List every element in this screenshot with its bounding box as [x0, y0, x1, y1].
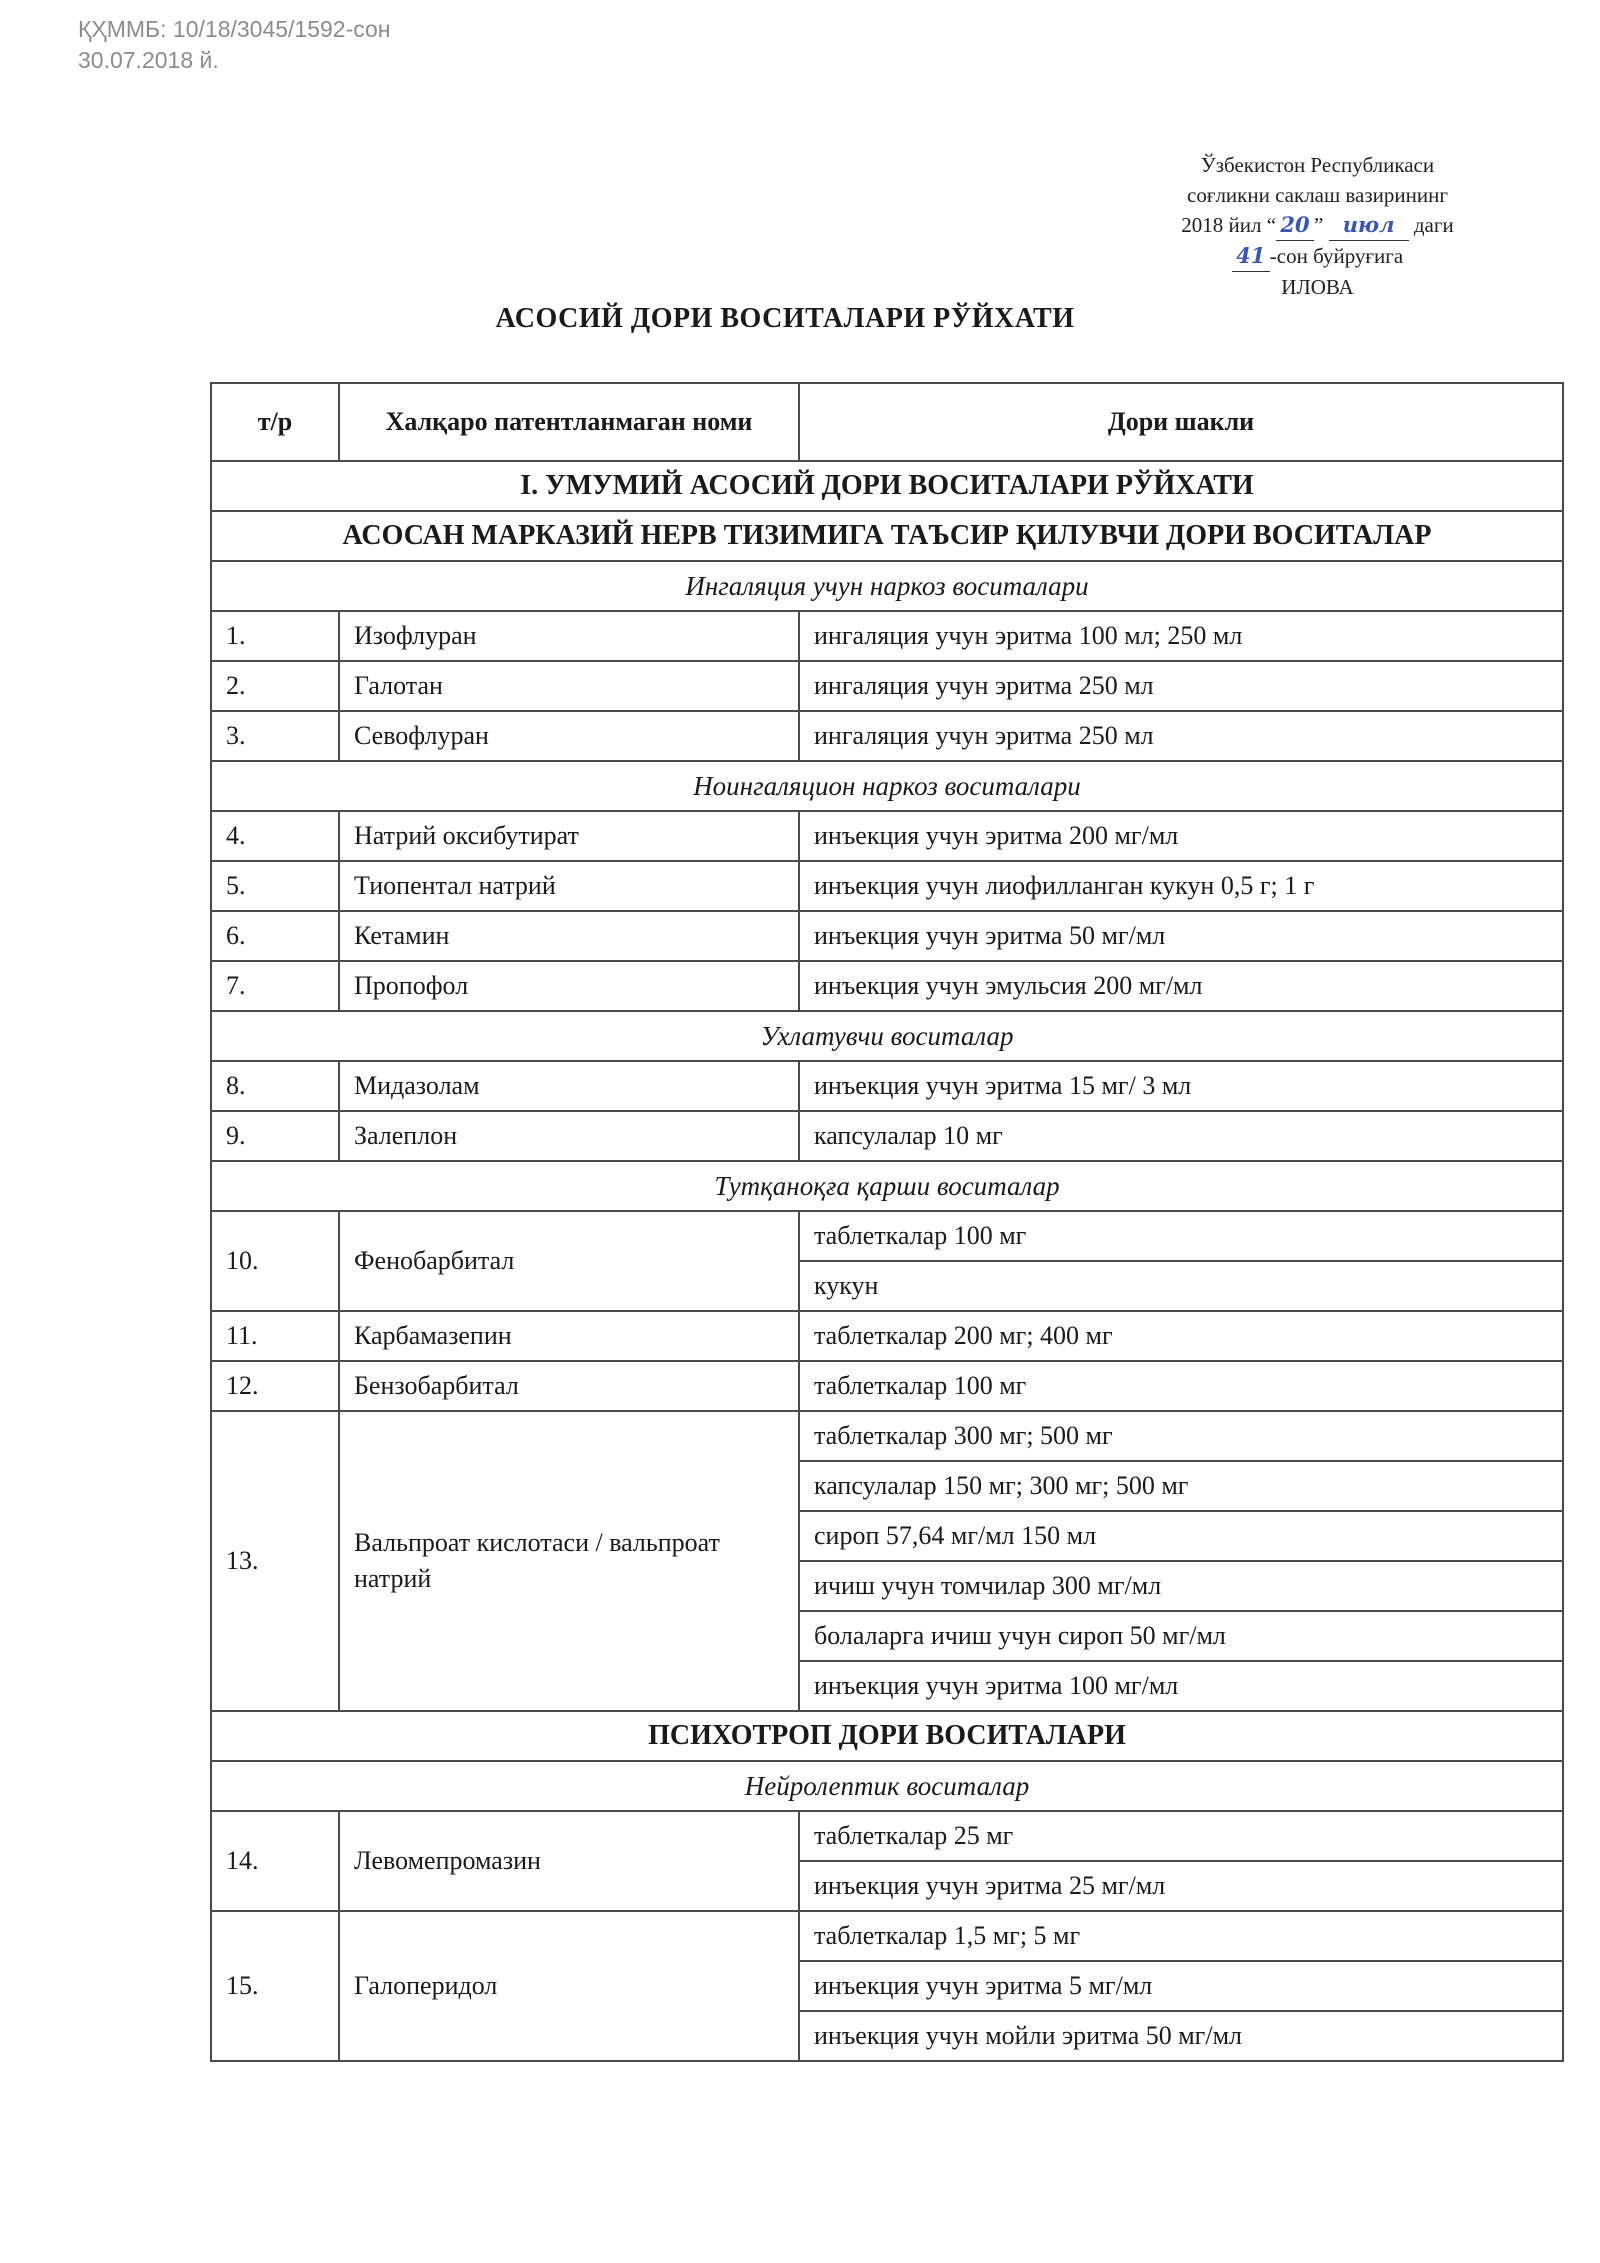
table-row [211, 1211, 1563, 1261]
subsection-heading: Нейролептик воситалар [211, 1761, 1563, 1811]
approval-year: 2018 йил “ [1181, 213, 1277, 237]
registration-stamp [78, 14, 391, 76]
approval-order: -сон буйруғига [1269, 244, 1404, 268]
approval-dated: даги [1408, 213, 1454, 237]
row-number: 1. [211, 611, 339, 661]
subsection-row [211, 761, 1563, 811]
header-form: Дори шакли [799, 383, 1563, 461]
row-number: 13. [211, 1411, 339, 1711]
row-number: 3. [211, 711, 339, 761]
table-row [211, 1361, 1563, 1411]
dosage-form: таблеткалар 1,5 мг; 5 мг [799, 1911, 1563, 1961]
dosage-form: болаларга ичиш учун сироп 50 мг/мл [799, 1611, 1563, 1661]
approval-line-3 [1145, 210, 1490, 241]
table-row [211, 1911, 1563, 1961]
drug-name: Изофлуран [339, 611, 799, 661]
drug-name: Севофлуран [339, 711, 799, 761]
drug-name: Пропофол [339, 961, 799, 1011]
drug-name: Мидазолам [339, 1061, 799, 1111]
dosage-form: инъекция учун эритма 200 мг/мл [799, 811, 1563, 861]
approval-line-1: Ўзбекистон Республикаси [1200, 153, 1435, 177]
subsection-row [211, 1161, 1563, 1211]
row-number: 5. [211, 861, 339, 911]
dosage-form: инъекция учун эритма 50 мг/мл [799, 911, 1563, 961]
subsection-row [211, 1011, 1563, 1061]
table-row [211, 1411, 1563, 1461]
row-number: 10. [211, 1211, 339, 1311]
row-number: 8. [211, 1061, 339, 1111]
row-number: 11. [211, 1311, 339, 1361]
row-number: 2. [211, 661, 339, 711]
dosage-form: сироп 57,64 мг/мл 150 мл [799, 1511, 1563, 1561]
drug-name: Натрий оксибутират [339, 811, 799, 861]
dosage-form: инъекция учун эритма 25 мг/мл [799, 1861, 1563, 1911]
drug-name: Галоперидол [339, 1911, 799, 2061]
dosage-form: инъекция учун эмульсия 200 мг/мл [799, 961, 1563, 1011]
dosage-form: инъекция учун мойли эритма 50 мг/мл [799, 2011, 1563, 2061]
dosage-form: инъекция учун эритма 15 мг/ 3 мл [799, 1061, 1563, 1111]
dosage-form: таблеткалар 100 мг [799, 1361, 1563, 1411]
subsection-heading: Ингаляция учун наркоз воситалари [211, 561, 1563, 611]
section-row [211, 461, 1563, 511]
approval-line-4 [1145, 241, 1490, 272]
dosage-form: ингаляция учун эритма 100 мл; 250 мл [799, 611, 1563, 661]
table-row [211, 861, 1563, 911]
approval-line-5: ИЛОВА [1281, 275, 1354, 299]
dosage-form: капсулалар 10 мг [799, 1111, 1563, 1161]
header-number: т/р [211, 383, 339, 461]
table-row [211, 711, 1563, 761]
handwritten-order-number: 41 [1232, 241, 1270, 272]
subsection-heading: Тутқаноқға қарши воситалар [211, 1161, 1563, 1211]
registration-date: 30.07.2018 й. [78, 47, 219, 73]
table-header-row [211, 383, 1563, 461]
dosage-form: таблеткалар 25 мг [799, 1811, 1563, 1861]
table-row [211, 911, 1563, 961]
dosage-form: ичиш учун томчилар 300 мг/мл [799, 1561, 1563, 1611]
row-number: 4. [211, 811, 339, 861]
table-row [211, 1811, 1563, 1861]
subsection-row [211, 561, 1563, 611]
subsection-row [211, 1761, 1563, 1811]
dosage-form: ингаляция учун эритма 250 мл [799, 661, 1563, 711]
table-row [211, 611, 1563, 661]
row-number: 6. [211, 911, 339, 961]
section-heading: I. УМУМИЙ АСОСИЙ ДОРИ ВОСИТАЛАРИ РЎЙХАТИ [211, 461, 1563, 511]
table-row [211, 1311, 1563, 1361]
section-heading: ПСИХОТРОП ДОРИ ВОСИТАЛАРИ [211, 1711, 1563, 1761]
drug-name: Кетамин [339, 911, 799, 961]
dosage-form: ингаляция учун эритма 250 мл [799, 711, 1563, 761]
drug-name: Карбамазепин [339, 1311, 799, 1361]
dosage-form: кукун [799, 1261, 1563, 1311]
drug-name: Вальпроат кислотаси / вальпроат натрий [339, 1411, 799, 1711]
dosage-form: таблеткалар 300 мг; 500 мг [799, 1411, 1563, 1461]
drug-name: Тиопентал натрий [339, 861, 799, 911]
dosage-form: инъекция учун эритма 100 мг/мл [799, 1661, 1563, 1711]
section-heading: АСОСАН МАРКАЗИЙ НЕРВ ТИЗИМИГА ТАЪСИР ҚИЛУВЧИ ДОРИ ВОСИТАЛАР [211, 511, 1563, 561]
table-row [211, 961, 1563, 1011]
drug-name: Левомепромазин [339, 1811, 799, 1911]
drug-name: Фенобарбитал [339, 1211, 799, 1311]
header-name: Халқаро патентланмаган номи [339, 383, 799, 461]
row-number: 7. [211, 961, 339, 1011]
section-row [211, 511, 1563, 561]
dosage-form: таблеткалар 100 мг [799, 1211, 1563, 1261]
row-number: 9. [211, 1111, 339, 1161]
dosage-form: инъекция учун эритма 5 мг/мл [799, 1961, 1563, 2011]
table-row [211, 1061, 1563, 1111]
subsection-heading: Ноингаляцион наркоз воситалари [211, 761, 1563, 811]
handwritten-month: июл [1329, 210, 1409, 241]
approval-block [1145, 150, 1490, 302]
approval-quote: ” [1314, 213, 1329, 237]
table-row [211, 661, 1563, 711]
dosage-form: капсулалар 150 мг; 300 мг; 500 мг [799, 1461, 1563, 1511]
registration-number: ҚҲММБ: 10/18/3045/1592-сон [78, 16, 391, 42]
section-row [211, 1711, 1563, 1761]
drug-name: Залеплон [339, 1111, 799, 1161]
row-number: 12. [211, 1361, 339, 1411]
medicines-table [210, 382, 1564, 2062]
dosage-form: таблеткалар 200 мг; 400 мг [799, 1311, 1563, 1361]
drug-name: Галотан [339, 661, 799, 711]
table-row [211, 1111, 1563, 1161]
document-title: АСОСИЙ ДОРИ ВОСИТАЛАРИ РЎЙХАТИ [495, 303, 1075, 334]
subsection-heading: Ухлатувчи воситалар [211, 1011, 1563, 1061]
drug-name: Бензобарбитал [339, 1361, 799, 1411]
handwritten-day: 20 [1276, 210, 1314, 241]
dosage-form: инъекция учун лиофилланган кукун 0,5 г; 1 г [799, 861, 1563, 911]
row-number: 14. [211, 1811, 339, 1911]
table-row [211, 811, 1563, 861]
row-number: 15. [211, 1911, 339, 2061]
approval-line-2: соғликни саклаш вазирининг [1187, 183, 1448, 207]
